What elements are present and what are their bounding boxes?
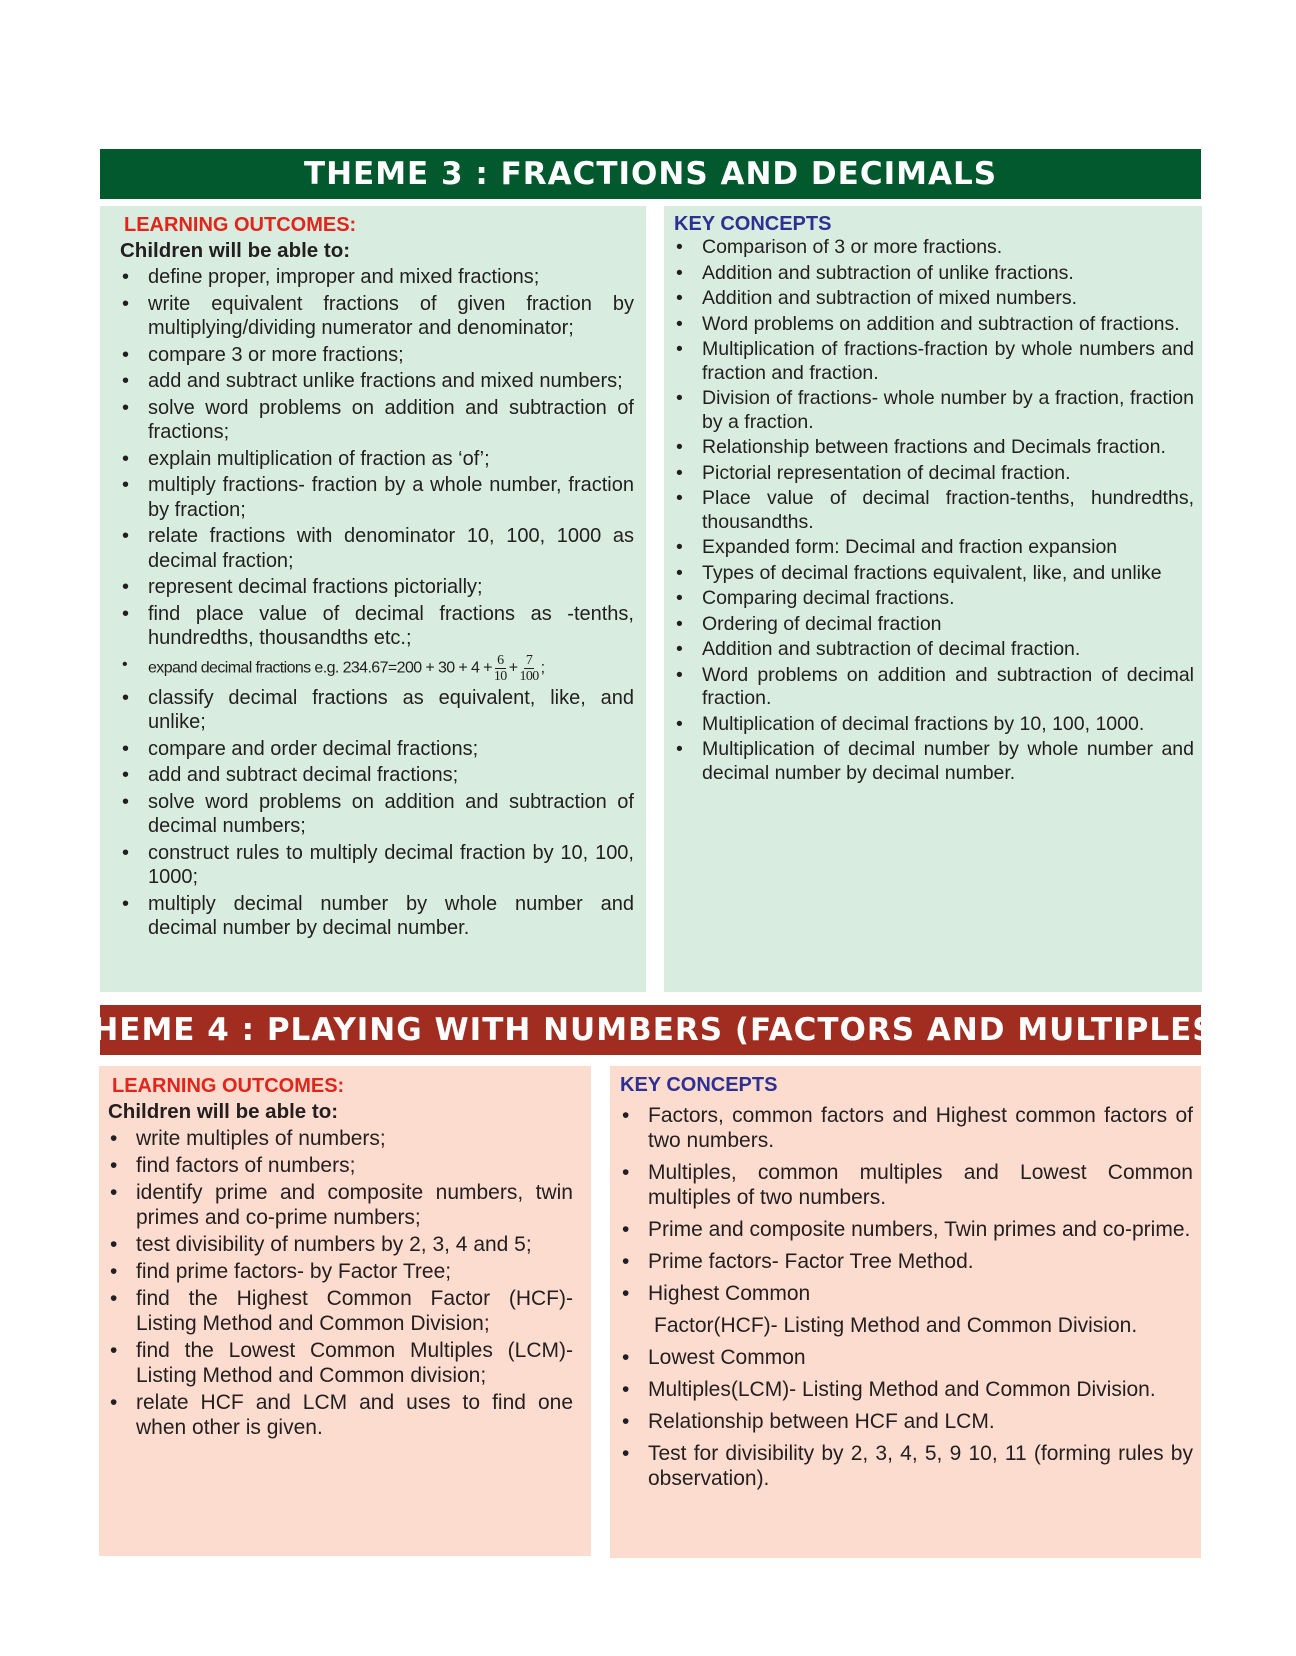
list-item: • Expanded form: Decimal and fraction expansion (674, 536, 1194, 560)
list-item: • Lowest Common (620, 1345, 1193, 1370)
list-item: • solve word problems on addition and subtraction of decimal numbers; (120, 790, 634, 839)
list-item: • solve word problems on addition and subtraction of fractions; (120, 396, 634, 445)
list-item: • define proper, improper and mixed fractions; (120, 265, 634, 290)
list-item: • Comparison of 3 or more fractions. (674, 236, 1194, 260)
list-item: • Pictorial representation of decimal fraction. (674, 462, 1194, 486)
list-item: • Addition and subtraction of mixed numbers. (674, 287, 1194, 311)
theme3-concepts-list (674, 236, 1194, 785)
list-item: • Relationship between fractions and Decimals fraction. (674, 436, 1194, 460)
list-item: • identify prime and composite numbers, twin primes and co-prime numbers; (108, 1180, 573, 1230)
list-item: • add and subtract decimal fractions; (120, 763, 634, 788)
theme3-key-concepts-panel (664, 206, 1202, 992)
theme4-learning-outcomes-panel (99, 1066, 591, 1556)
theme3-concepts-heading: KEY CONCEPTS (674, 213, 832, 235)
list-item: • Relationship between HCF and LCM. (620, 1409, 1193, 1434)
list-item: • compare 3 or more fractions; (120, 343, 634, 368)
list-item: • Addition and subtraction of decimal fraction. (674, 638, 1194, 662)
list-item-continuation: Factor(HCF)- Listing Method and Common Division. (654, 1314, 1138, 1337)
list-item: • Division of fractions- whole number by a fraction, fraction by a fraction. (674, 387, 1194, 434)
list-item: • Multiples, common multiples and Lowest Common multiples of two numbers. (620, 1160, 1193, 1210)
list-item: • Test for divisibility by 2, 3, 4, 5, 9 10, 11 (forming rules by observation). (620, 1441, 1193, 1491)
theme4-outcomes-list (108, 1126, 573, 1440)
fraction-seven-hundredths: $\frac{7}{100}$ (519, 652, 539, 684)
list-item: • Comparing decimal fractions. (674, 587, 1194, 611)
list-item: • Word problems on addition and subtraction of decimal fraction. (674, 664, 1194, 711)
list-item: • multiply fractions- fraction by a whole number, fraction by fraction; (120, 473, 634, 522)
list-item: • Types of decimal fractions equivalent, like, and unlike (674, 562, 1194, 586)
theme4-title-banner: THEME 4 : PLAYING WITH NUMBERS (FACTORS AND MULTIPLES) (100, 1005, 1201, 1055)
theme4-key-concepts-panel (610, 1066, 1201, 1558)
list-item: • Prime factors- Factor Tree Method. (620, 1249, 1193, 1274)
theme3-outcomes-list (120, 265, 634, 941)
list-item: • multiply decimal number by whole number and decimal number by decimal number. (120, 892, 634, 941)
theme3-title-banner: THEME 3 : FRACTIONS AND DECIMALS (100, 149, 1201, 199)
list-item: • construct rules to multiply decimal fraction by 10, 100, 1000; (120, 841, 634, 890)
list-item: • find prime factors- by Factor Tree; (108, 1259, 573, 1284)
list-item: • Addition and subtraction of unlike fractions. (674, 262, 1194, 286)
list-item: • write equivalent fractions of given fraction by multiplying/dividing numerator and denominator; (120, 292, 634, 341)
list-item: • Multiplication of decimal fractions by 10, 100, 1000. (674, 713, 1194, 737)
list-item: • Factors, common factors and Highest common factors of two numbers. (620, 1103, 1193, 1153)
list-item: • test divisibility of numbers by 2, 3, 4 and 5; (108, 1232, 573, 1257)
expand-decimal-item: • expand decimal fractions e.g. 234.67=200 + 30 + 4 + $\frac{6}{10}$ + $\frac{7}{100}$ ; (120, 653, 634, 684)
list-item: • Multiples(LCM)- Listing Method and Common Division. (620, 1377, 1193, 1402)
theme4-learning-heading: LEARNING OUTCOMES: (112, 1075, 345, 1097)
theme3-learning-outcomes-panel (100, 206, 646, 992)
list-item: • explain multiplication of fraction as ‘of’; (120, 447, 634, 472)
list-item: • relate fractions with denominator 10, 100, 1000 as decimal fraction; (120, 524, 634, 573)
list-item: • Ordering of decimal fraction (674, 613, 1194, 637)
list-item: • Place value of decimal fraction-tenths, hundredths, thousandths. (674, 487, 1194, 534)
list-item: • Multiplication of fractions-fraction by whole numbers and fraction and fraction. (674, 338, 1194, 385)
list-item: • Word problems on addition and subtraction of fractions. (674, 313, 1194, 337)
theme4-concepts-list (620, 1103, 1193, 1491)
list-item: • find factors of numbers; (108, 1153, 573, 1178)
theme3-learning-lead: Children will be able to: (120, 239, 351, 262)
list-item: • relate HCF and LCM and uses to find one when other is given. (108, 1390, 573, 1440)
list-item: • classify decimal fractions as equivalent, like, and unlike; (120, 686, 634, 735)
fraction-six-tenths: $\frac{6}{10}$ (493, 652, 507, 684)
list-item: • find the Highest Common Factor (HCF)- Listing Method and Common Division; (108, 1286, 573, 1336)
list-item: • Prime and composite numbers, Twin primes and co-prime. (620, 1217, 1193, 1242)
list-item: • write multiples of numbers; (108, 1126, 573, 1151)
list-item: • Multiplication of decimal number by whole number and decimal number by decimal number. (674, 738, 1194, 785)
theme4-concepts-heading: KEY CONCEPTS (620, 1074, 778, 1096)
list-item: • compare and order decimal fractions; (120, 737, 634, 762)
list-item: • find the Lowest Common Multiples (LCM)- Listing Method and Common division; (108, 1338, 573, 1388)
list-item: • represent decimal fractions pictorially; (120, 575, 634, 600)
theme4-learning-lead: Children will be able to: (108, 1100, 339, 1123)
theme3-learning-heading: LEARNING OUTCOMES: (124, 214, 357, 236)
list-item: • add and subtract unlike fractions and mixed numbers; (120, 369, 634, 394)
list-item: • find place value of decimal fractions as -tenths, hundredths, thousandths etc.; (120, 602, 634, 651)
list-item: • Highest Common (620, 1281, 1193, 1306)
expand-text: expand decimal fractions e.g. 234.67=200 + 30 + 4 + (148, 659, 492, 677)
